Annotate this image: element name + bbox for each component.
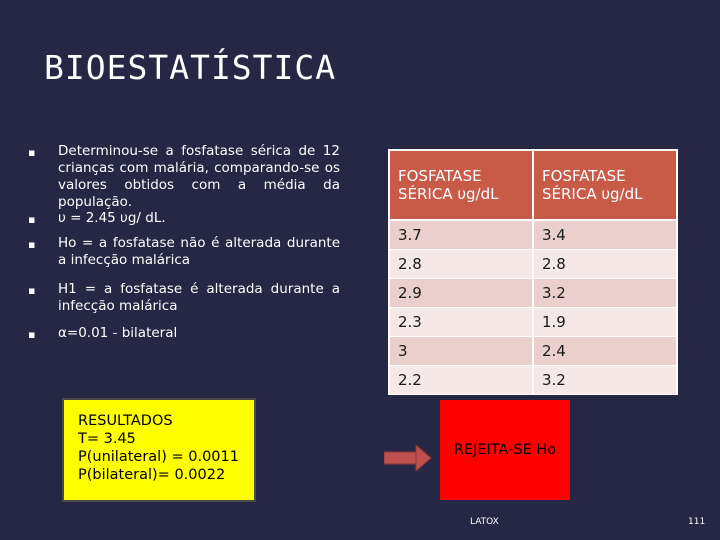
results-line: T= 3.45 (78, 431, 136, 447)
results-line: P(unilateral) = 0.0011 (78, 449, 239, 465)
table-cell: 2.8 (533, 250, 677, 279)
page-number: 111 (688, 517, 706, 527)
square-bullet-icon: ▪ (28, 238, 36, 251)
results-heading: RESULTADOS (78, 413, 173, 429)
table-cell: 3.4 (533, 220, 677, 250)
table-cell: 3.7 (389, 220, 533, 250)
bullet-item (28, 325, 177, 342)
table-header-cell: FOSFATASE SÉRICA υg/dL (389, 150, 533, 220)
square-bullet-icon: ▪ (28, 146, 36, 159)
table-row (389, 308, 677, 337)
bullet-text: α=0.01 - bilateral (58, 325, 178, 341)
table-cell: 2.4 (533, 337, 677, 366)
table-cell: 3 (389, 337, 533, 366)
table-row (389, 250, 677, 279)
table-cell: 3.2 (533, 279, 677, 308)
square-bullet-icon: ▪ (28, 284, 36, 297)
table-cell: 2.9 (389, 279, 533, 308)
table-row (389, 366, 677, 395)
bullet-item (28, 281, 340, 315)
table-header-row (389, 150, 677, 220)
bullet-text: Determinou-se a fosfatase sérica de 12 crianças com malária, comparando-se os valores obtidos com a média da população. (58, 143, 340, 210)
square-bullet-icon: ▪ (28, 328, 36, 341)
table-header-cell: FOSFATASE SÉRICA υg/dL (533, 150, 677, 220)
table-row (389, 337, 677, 366)
bullet-item (28, 235, 340, 269)
results-box (62, 398, 256, 502)
table-cell: 3.2 (533, 366, 677, 395)
conclusion-text: REJEITA-SE Ho (453, 442, 557, 458)
results-line: P(bilateral)= 0.0022 (78, 467, 226, 483)
table-cell: 2.8 (389, 250, 533, 279)
table-row (389, 279, 677, 308)
right-arrow-icon (384, 445, 432, 471)
phosphatase-table (388, 149, 678, 395)
table-row (389, 220, 677, 250)
page-title: BIOESTATÍSTICA (44, 48, 337, 87)
conclusion-box (440, 400, 570, 500)
bullet-text: Ho = a fosfatase não é alterada durante a infecção malárica (58, 235, 340, 268)
bullet-item (28, 143, 340, 211)
square-bullet-icon: ▪ (28, 213, 36, 226)
bullet-item (28, 210, 166, 227)
table-cell: 1.9 (533, 308, 677, 337)
table-cell: 2.3 (389, 308, 533, 337)
table-cell: 2.2 (389, 366, 533, 395)
bullet-text: H1 = a fosfatase é alterada durante a infecção malárica (58, 281, 340, 314)
footer-text: LATOX (470, 517, 499, 527)
bullet-text: υ = 2.45 υg/ dL. (58, 210, 166, 226)
